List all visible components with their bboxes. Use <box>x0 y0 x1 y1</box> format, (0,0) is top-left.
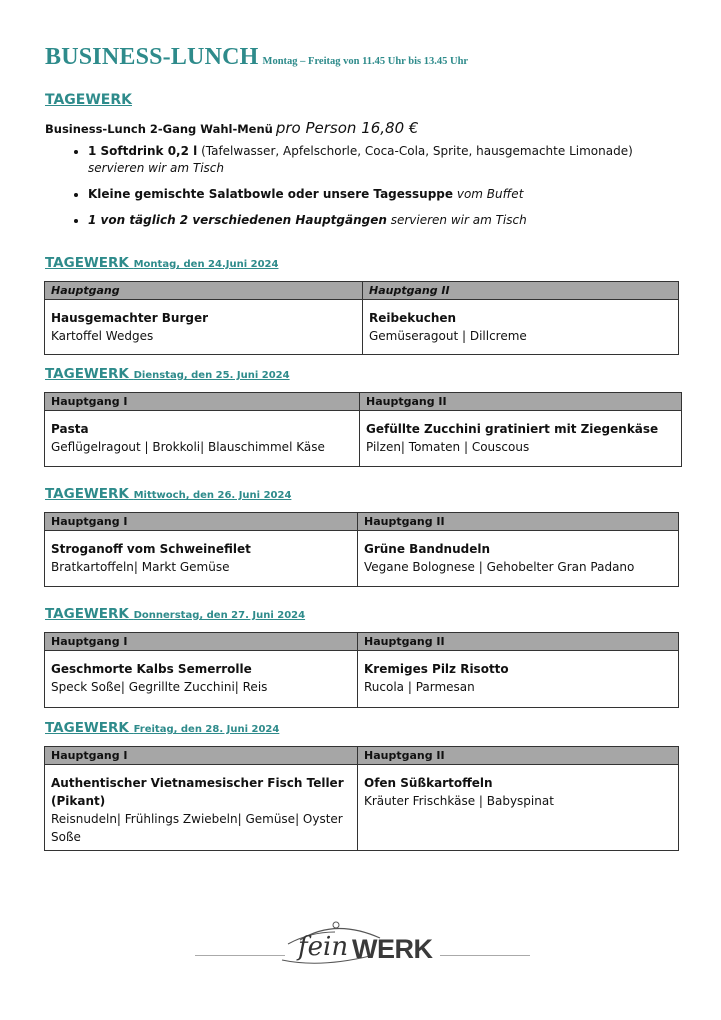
day-label: TAGEWERK <box>45 720 129 736</box>
menu-table-friday <box>44 746 679 851</box>
column-header: Hauptgang II <box>358 747 679 765</box>
opening-hours: Montag – Freitag von 11.45 Uhr bis 13.45 Uhr <box>262 56 469 67</box>
column-header: Hauptgang I <box>45 747 358 765</box>
feinwerk-logo <box>280 910 450 970</box>
menu-table-tuesday <box>44 392 682 467</box>
day-heading-tuesday <box>45 366 290 382</box>
dish-sides: Kräuter Frischkäse | Babyspinat <box>364 794 554 808</box>
offer-price: pro Person 16,80 € <box>275 119 419 137</box>
column-header: Hauptgang I <box>45 633 358 651</box>
dish-name: Hausgemachter Burger <box>51 311 209 325</box>
dish-sides: Vegane Bolognese | Gehobelter Gran Padano <box>364 560 635 574</box>
day-label: TAGEWERK <box>45 255 129 271</box>
dish-name: Ofen Süßkartoffeln <box>364 776 493 790</box>
title-text: BUSINESS-LUNCH <box>45 44 259 70</box>
dish-sides: Pilzen| Tomaten | Couscous <box>366 440 530 454</box>
column-header: Hauptgang I <box>45 393 360 411</box>
logo-bold: WERK <box>352 934 433 964</box>
column-header: Hauptgang II <box>363 282 679 300</box>
menu-table-monday <box>44 281 679 355</box>
menu-cell <box>45 651 358 708</box>
day-label: TAGEWERK <box>45 606 129 622</box>
bullet-item <box>88 143 688 177</box>
bullet-bold: 1 von täglich 2 verschiedenen Hauptgängen <box>88 213 387 227</box>
menu-cell <box>358 531 679 587</box>
menu-cell <box>363 300 679 355</box>
menu-cell <box>45 411 360 467</box>
bullet-italic: servieren wir am Tisch <box>88 161 224 175</box>
dish-sides: Geflügelragout | Brokkoli| Blauschimmel Käse <box>51 440 325 454</box>
dish-name: Pasta <box>51 422 89 436</box>
page-title <box>45 44 468 71</box>
day-label: TAGEWERK <box>45 486 129 502</box>
offer-line <box>45 119 418 137</box>
bullet-item <box>88 212 688 229</box>
day-date: Dienstag, den 25. Juni 2024 <box>133 370 290 381</box>
menu-cell <box>45 765 358 851</box>
dish-sides: Bratkartoffeln| Markt Gemüse <box>51 560 230 574</box>
dish-name: Authentischer Vietnamesischer Fisch Teller (Pikant) <box>51 776 344 808</box>
dish-name: Kremiges Pilz Risotto <box>364 662 509 676</box>
dish-name: Stroganoff vom Schweinefilet <box>51 542 251 556</box>
day-date: Mittwoch, den 26. Juni 2024 <box>133 490 292 501</box>
footer-divider-right <box>440 955 530 956</box>
menu-table-thursday <box>44 632 679 708</box>
dish-name: Gefüllte Zucchini gratiniert mit Ziegenkäse <box>366 422 659 436</box>
day-heading-wednesday <box>45 486 291 502</box>
offer-label: Business-Lunch 2-Gang Wahl-Menü <box>45 122 273 136</box>
column-header: Hauptgang II <box>358 633 679 651</box>
logo-script: fein <box>298 932 349 962</box>
day-heading-thursday <box>45 606 305 622</box>
bullet-italic: servieren wir am Tisch <box>386 213 527 227</box>
bullet-bold: Kleine gemischte Salatbowle oder unsere Tagessuppe <box>88 187 454 201</box>
dish-sides: Kartoffel Wedges <box>51 329 154 343</box>
menu-cell <box>358 765 679 851</box>
menu-cell <box>358 651 679 708</box>
column-header: Hauptgang II <box>358 513 679 531</box>
dish-name: Grüne Bandnudeln <box>364 542 491 556</box>
day-label: TAGEWERK <box>45 366 129 382</box>
dish-sides: Rucola | Parmesan <box>364 680 475 694</box>
column-header: Hauptgang I <box>45 513 358 531</box>
menu-cell <box>45 531 358 587</box>
dish-sides: Reisnudeln| Frühlings Zwiebeln| Gemüse| Oyster Soße <box>51 812 343 844</box>
day-heading-friday <box>45 720 279 736</box>
menu-cell <box>360 411 682 467</box>
footer-divider-left <box>195 955 285 956</box>
offer-bullets <box>58 143 688 238</box>
day-heading-monday <box>45 255 278 271</box>
menu-table-wednesday <box>44 512 679 587</box>
column-header: Hauptgang <box>45 282 363 300</box>
dish-name: Geschmorte Kalbs Semerrolle <box>51 662 252 676</box>
section-title: TAGEWERK <box>45 92 132 108</box>
column-header: Hauptgang II <box>360 393 682 411</box>
bullet-item <box>88 186 688 203</box>
bullet-italic: vom Buffet <box>453 187 524 201</box>
dish-name: Reibekuchen <box>369 311 457 325</box>
day-date: Freitag, den 28. Juni 2024 <box>133 724 280 735</box>
menu-cell <box>45 300 363 355</box>
day-date: Montag, den 24.Juni 2024 <box>133 259 279 270</box>
day-date: Donnerstag, den 27. Juni 2024 <box>133 610 306 621</box>
dish-sides: Speck Soße| Gegrillte Zucchini| Reis <box>51 680 268 694</box>
bullet-text: (Tafelwasser, Apfelschorle, Coca-Cola, Sprite, hausgemachte Limonade) <box>197 144 633 158</box>
dish-sides: Gemüseragout | Dillcreme <box>369 329 527 343</box>
bullet-bold: 1 Softdrink 0,2 l <box>88 144 198 158</box>
